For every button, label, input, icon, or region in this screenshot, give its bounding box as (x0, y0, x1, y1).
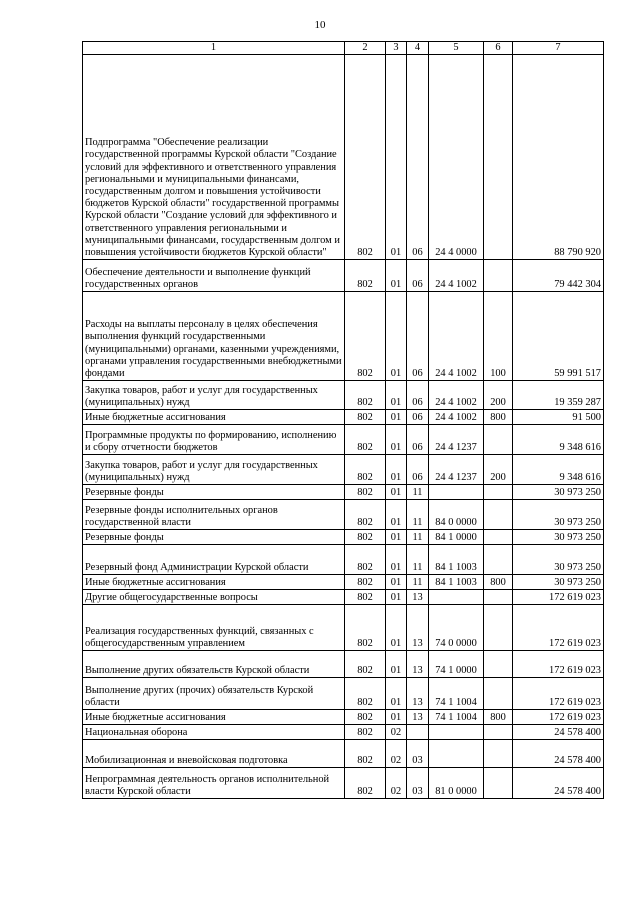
column-header: 1 (83, 42, 345, 55)
row-value-cell: 74 1 1004 (429, 678, 484, 710)
row-value-cell (484, 55, 513, 260)
row-value-cell: 30 973 250 (513, 545, 604, 575)
table-row (83, 410, 604, 425)
row-value-cell: 172 619 023 (513, 651, 604, 678)
row-value-cell: 84 1 0000 (429, 530, 484, 545)
row-value-cell: 06 (407, 425, 429, 455)
row-value-cell: 13 (407, 678, 429, 710)
row-value-cell: 13 (407, 590, 429, 605)
row-value-cell: 802 (345, 455, 386, 485)
row-value-cell: 9 348 616 (513, 455, 604, 485)
row-value-cell: 01 (386, 651, 407, 678)
row-name-cell: Мобилизационная и вневойсковая подготовка (83, 740, 345, 768)
row-value-cell: 01 (386, 545, 407, 575)
page-number: 10 (314, 19, 326, 31)
table-row (83, 381, 604, 410)
row-value-cell: 88 790 920 (513, 55, 604, 260)
row-value-cell (484, 530, 513, 545)
row-value-cell: 802 (345, 768, 386, 799)
row-value-cell: 802 (345, 545, 386, 575)
row-value-cell (484, 740, 513, 768)
row-value-cell: 79 442 304 (513, 260, 604, 292)
row-name-cell: Обеспечение деятельности и выполнение функций государственных органов (83, 260, 345, 292)
row-value-cell (407, 725, 429, 740)
row-value-cell: 01 (386, 260, 407, 292)
row-value-cell: 06 (407, 455, 429, 485)
row-value-cell (429, 590, 484, 605)
table-row (83, 292, 604, 381)
row-name-cell: Закупка товаров, работ и услуг для государственных (муниципальных) нужд (83, 381, 345, 410)
row-value-cell: 800 (484, 575, 513, 590)
row-value-cell: 172 619 023 (513, 590, 604, 605)
column-header: 7 (513, 42, 604, 55)
row-name-cell: Резервные фонды (83, 530, 345, 545)
table-row (83, 740, 604, 768)
row-value-cell: 01 (386, 590, 407, 605)
row-value-cell (484, 260, 513, 292)
row-name-cell: Программные продукты по формированию, исполнению и сбору отчетности бюджетов (83, 425, 345, 455)
row-value-cell: 24 4 1002 (429, 381, 484, 410)
table-row (83, 55, 604, 260)
row-value-cell: 200 (484, 381, 513, 410)
table-row (83, 651, 604, 678)
row-value-cell: 01 (386, 575, 407, 590)
row-value-cell: 01 (386, 530, 407, 545)
row-value-cell: 74 1 0000 (429, 651, 484, 678)
row-name-cell: Непрограммная деятельность органов исполнительной власти Курской области (83, 768, 345, 799)
row-value-cell: 59 991 517 (513, 292, 604, 381)
table-row (83, 710, 604, 725)
column-header: 6 (484, 42, 513, 55)
row-value-cell: 03 (407, 740, 429, 768)
row-value-cell: 30 973 250 (513, 500, 604, 530)
row-value-cell: 01 (386, 500, 407, 530)
row-value-cell: 01 (386, 455, 407, 485)
row-value-cell: 01 (386, 678, 407, 710)
table-body (83, 55, 604, 799)
row-value-cell (484, 725, 513, 740)
row-value-cell: 24 4 0000 (429, 55, 484, 260)
table-row (83, 768, 604, 799)
row-value-cell: 06 (407, 260, 429, 292)
row-value-cell: 24 4 1237 (429, 455, 484, 485)
row-value-cell (429, 725, 484, 740)
column-header: 2 (345, 42, 386, 55)
header-row (83, 42, 604, 55)
row-value-cell: 13 (407, 651, 429, 678)
row-value-cell: 91 500 (513, 410, 604, 425)
row-value-cell: 74 1 1004 (429, 710, 484, 725)
row-name-cell: Расходы на выплаты персоналу в целях обеспечения выполнения функций государственными (муниципальными) органами, казенными учреждениями, органами управления государственными внебюджетными фондами (83, 292, 345, 381)
row-value-cell: 24 578 400 (513, 768, 604, 799)
row-value-cell: 200 (484, 455, 513, 485)
row-value-cell: 802 (345, 651, 386, 678)
budget-table (82, 41, 604, 799)
row-value-cell: 02 (386, 725, 407, 740)
row-value-cell: 01 (386, 292, 407, 381)
row-value-cell: 802 (345, 725, 386, 740)
row-value-cell: 802 (345, 55, 386, 260)
row-value-cell: 802 (345, 575, 386, 590)
row-value-cell (484, 678, 513, 710)
table-row (83, 590, 604, 605)
row-value-cell: 06 (407, 410, 429, 425)
table-row (83, 260, 604, 292)
row-value-cell: 802 (345, 260, 386, 292)
row-value-cell: 11 (407, 500, 429, 530)
row-value-cell (484, 545, 513, 575)
row-value-cell: 172 619 023 (513, 605, 604, 651)
row-name-cell: Выполнение других обязательств Курской области (83, 651, 345, 678)
row-value-cell: 9 348 616 (513, 425, 604, 455)
row-value-cell: 802 (345, 530, 386, 545)
row-name-cell: Национальная оборона (83, 725, 345, 740)
row-value-cell: 172 619 023 (513, 678, 604, 710)
table-row (83, 500, 604, 530)
row-value-cell: 06 (407, 381, 429, 410)
row-value-cell: 11 (407, 485, 429, 500)
row-name-cell: Другие общегосударственные вопросы (83, 590, 345, 605)
row-value-cell: 24 578 400 (513, 725, 604, 740)
row-value-cell: 13 (407, 710, 429, 725)
row-value-cell: 81 0 0000 (429, 768, 484, 799)
row-value-cell (484, 500, 513, 530)
row-value-cell: 30 973 250 (513, 485, 604, 500)
row-value-cell: 01 (386, 381, 407, 410)
row-value-cell: 802 (345, 410, 386, 425)
row-name-cell: Резервные фонды исполнительных органов государственной власти (83, 500, 345, 530)
column-header: 5 (429, 42, 484, 55)
table-row (83, 545, 604, 575)
row-name-cell: Выполнение других (прочих) обязательств Курской области (83, 678, 345, 710)
row-value-cell: 03 (407, 768, 429, 799)
row-value-cell: 802 (345, 292, 386, 381)
row-value-cell: 84 0 0000 (429, 500, 484, 530)
row-value-cell: 84 1 1003 (429, 575, 484, 590)
row-value-cell: 100 (484, 292, 513, 381)
row-value-cell: 13 (407, 605, 429, 651)
row-value-cell: 06 (407, 292, 429, 381)
row-value-cell: 802 (345, 740, 386, 768)
row-value-cell (429, 740, 484, 768)
row-value-cell: 01 (386, 410, 407, 425)
row-name-cell: Реализация государственных функций, связанных с общегосударственным управлением (83, 605, 345, 651)
table-row (83, 575, 604, 590)
row-value-cell (484, 590, 513, 605)
row-value-cell: 802 (345, 710, 386, 725)
row-value-cell (429, 485, 484, 500)
row-value-cell: 01 (386, 55, 407, 260)
row-value-cell (484, 425, 513, 455)
table-row (83, 425, 604, 455)
row-value-cell: 800 (484, 710, 513, 725)
row-name-cell: Иные бюджетные ассигнования (83, 575, 345, 590)
row-value-cell: 74 0 0000 (429, 605, 484, 651)
column-header: 4 (407, 42, 429, 55)
row-value-cell: 24 4 1002 (429, 410, 484, 425)
row-value-cell (484, 768, 513, 799)
row-value-cell: 01 (386, 425, 407, 455)
row-name-cell: Резервные фонды (83, 485, 345, 500)
row-value-cell: 02 (386, 740, 407, 768)
row-value-cell: 802 (345, 425, 386, 455)
table-row (83, 455, 604, 485)
row-value-cell: 30 973 250 (513, 575, 604, 590)
row-value-cell: 02 (386, 768, 407, 799)
row-value-cell: 30 973 250 (513, 530, 604, 545)
row-value-cell: 11 (407, 575, 429, 590)
row-value-cell (484, 605, 513, 651)
row-value-cell: 802 (345, 381, 386, 410)
table-row (83, 530, 604, 545)
row-value-cell: 24 4 1237 (429, 425, 484, 455)
row-value-cell: 802 (345, 500, 386, 530)
row-value-cell (484, 485, 513, 500)
row-value-cell: 06 (407, 55, 429, 260)
row-value-cell: 24 578 400 (513, 740, 604, 768)
row-value-cell: 172 619 023 (513, 710, 604, 725)
table-row (83, 605, 604, 651)
row-name-cell: Резервный фонд Администрации Курской области (83, 545, 345, 575)
row-value-cell: 11 (407, 530, 429, 545)
table-row (83, 485, 604, 500)
row-value-cell: 19 359 287 (513, 381, 604, 410)
table-row (83, 678, 604, 710)
row-value-cell: 802 (345, 678, 386, 710)
row-value-cell: 802 (345, 605, 386, 651)
row-value-cell: 24 4 1002 (429, 260, 484, 292)
row-name-cell: Иные бюджетные ассигнования (83, 410, 345, 425)
table-row (83, 725, 604, 740)
row-value-cell: 802 (345, 590, 386, 605)
column-header: 3 (386, 42, 407, 55)
row-value-cell: 01 (386, 485, 407, 500)
row-value-cell: 01 (386, 710, 407, 725)
row-name-cell: Иные бюджетные ассигнования (83, 710, 345, 725)
row-value-cell (484, 651, 513, 678)
row-name-cell: Подпрограмма "Обеспечение реализации государственной программы Курской области "Создание условий для эффективного и ответственного управления региональными и муниципальными финансами, государственным долгом и повышения устойчивости бюджетов Курской области" государственной программы Курской области "Создание условий для эффективного и ответственного управления региональными и муниципальными финансами, государственным долгом и повышения устойчивости бюджетов Курской области" (83, 55, 345, 260)
row-value-cell: 802 (345, 485, 386, 500)
row-value-cell: 24 4 1002 (429, 292, 484, 381)
row-value-cell: 84 1 1003 (429, 545, 484, 575)
row-value-cell: 800 (484, 410, 513, 425)
row-value-cell: 11 (407, 545, 429, 575)
row-name-cell: Закупка товаров, работ и услуг для государственных (муниципальных) нужд (83, 455, 345, 485)
row-value-cell: 01 (386, 605, 407, 651)
